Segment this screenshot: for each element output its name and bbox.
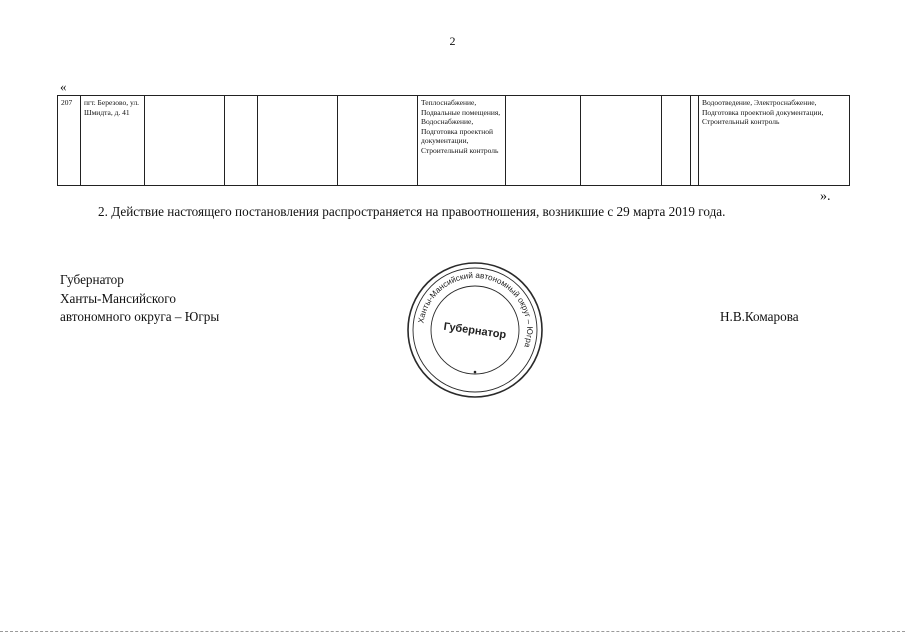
empty-cell (691, 96, 699, 186)
scan-edge-line (0, 631, 905, 632)
signatory-region-continued: автономного округа – Югры (60, 309, 220, 324)
row-number-cell: 207 (58, 96, 81, 186)
signatory-block (60, 271, 219, 327)
signer-name: Н.В.Комарова (720, 309, 799, 324)
page-number: 2 (449, 34, 456, 48)
table-row (58, 96, 850, 186)
empty-cell (581, 96, 662, 186)
works-cell-group-2: Водоотведение, Электроснабжение, Подготовка проектной документации, Строительный контроль (699, 96, 850, 186)
opening-quote-mark: « (60, 79, 67, 94)
address-cell: пгт. Березово, ул. Шмидта, д. 41 (81, 96, 145, 186)
empty-cell (338, 96, 418, 186)
seal-dot (474, 371, 477, 374)
clause-2-text: 2. Действие настоящего постановления распространяется на правоотношения, возникшие с 29 марта 2019 года. (98, 204, 726, 219)
official-seal (405, 260, 545, 400)
seal-center-text: Губернатор (442, 320, 507, 342)
empty-cell (506, 96, 581, 186)
empty-cell (258, 96, 338, 186)
registry-table (57, 95, 850, 186)
signatory-region: Ханты-Мансийского (60, 290, 176, 306)
signatory-title: Губернатор (60, 272, 124, 287)
empty-cell (662, 96, 691, 186)
empty-cell (145, 96, 225, 186)
seal-ring-text: Ханты-Мансийский автономный округ – Югра (416, 270, 535, 349)
works-cell-group-1: Теплоснабжение, Подвальные помещения, Водоснабжение, Подготовка проектной документации, Строительный контроль (418, 96, 506, 186)
closing-quote-mark: ». (820, 189, 831, 204)
empty-cell (225, 96, 258, 186)
